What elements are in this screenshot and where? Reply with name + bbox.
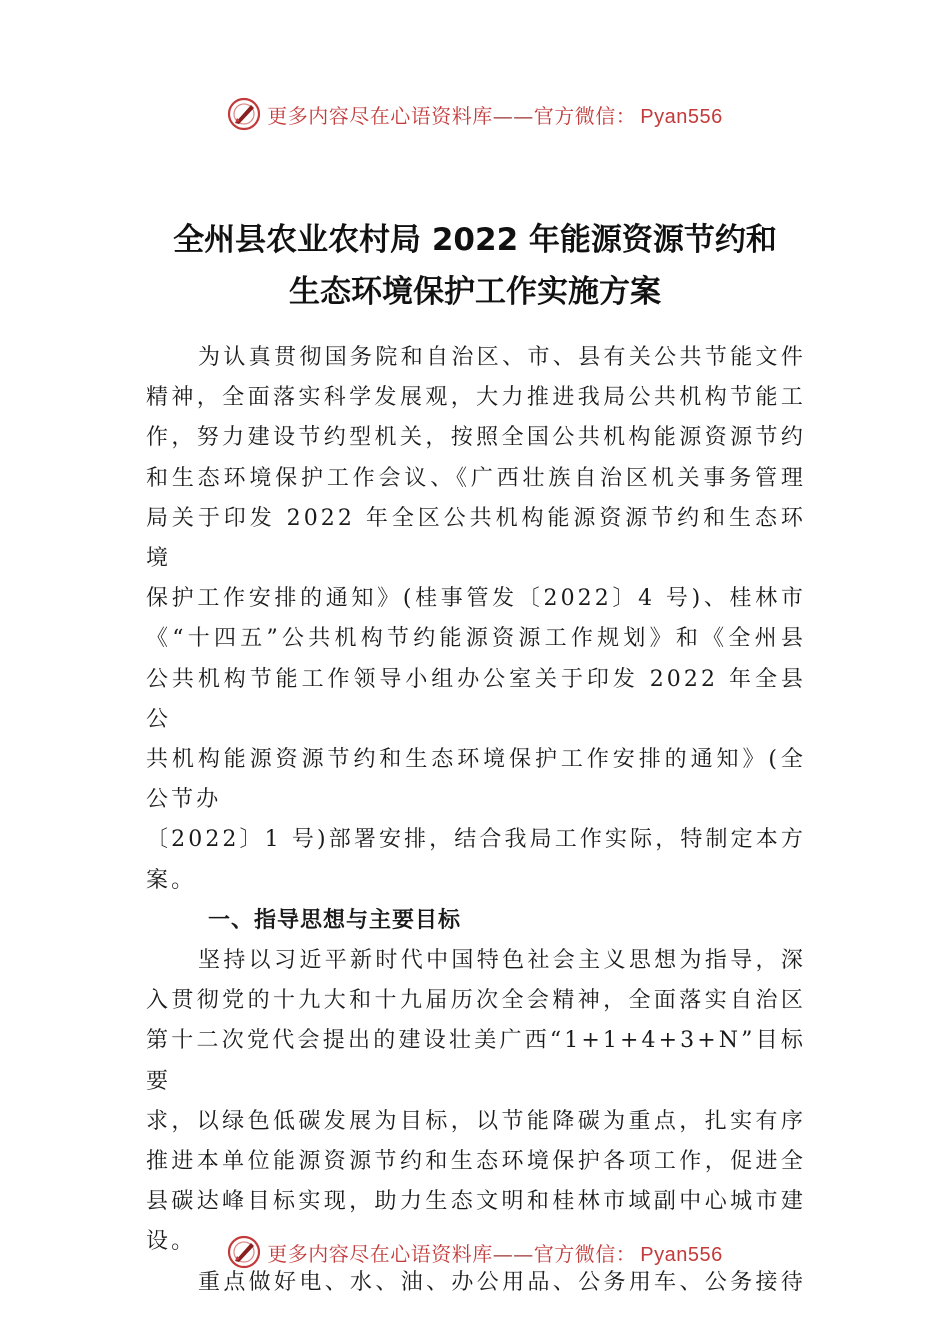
watermark-text: 更多内容尽在心语资料库——官方微信： Pyan556 (267, 103, 723, 128)
section-line: 入贯彻党的十九大和十九届历次全会精神，全面落实自治区 (146, 988, 806, 1014)
intro-line: 精神，全面落实科学发展观，大力推进我局公共机构节能工 (146, 385, 806, 411)
intro-line: 〔2022〕1 号)部署安排，结合我局工作实际，特制定本方案。 (146, 827, 806, 893)
quill-logo-icon (227, 97, 261, 131)
intro-line: 共机构能源资源节约和生态环境保护工作安排的通知》(全 (146, 747, 806, 773)
intro-line: 局关于印发 2022 年全区公共机构能源资源节约和生态环境 (146, 505, 806, 572)
title-line-1: 全州县农业农村局 2022 年能源资源节约和 (173, 222, 777, 258)
intro-line: 公共机构节能工作领导小组办公室关于印发 2022 年全县公 (146, 666, 806, 732)
document-title (0, 214, 950, 318)
intro-line: 《“十四五”公共机构节约能源资源工作规划》和《全州县 (146, 626, 806, 652)
title-line-2: 生态环境保护工作实施方案 (289, 274, 661, 310)
quill-logo-icon (227, 1235, 261, 1269)
intro-line: 为认真贯彻国务院和自治区、市、县有关公共节能文件 (198, 345, 806, 370)
section-line: 第十二次党代会提出的建设壮美广西“1+1+4+3+N”目标要 (146, 1028, 806, 1094)
section-line: 求，以绿色低碳发展为目标，以节能降碳为重点，扎实有序 (146, 1108, 806, 1134)
intro-line: 公节办 (146, 787, 222, 813)
intro-line: 保护工作安排的通知》(桂事管发〔2022〕4 号)、桂林市 (146, 586, 806, 612)
header-watermark (0, 94, 950, 134)
footer-watermark (0, 1232, 950, 1272)
watermark-text: 更多内容尽在心语资料库——官方微信： Pyan556 (267, 1241, 723, 1266)
intro-line: 和生态环境保护工作会议、《广西壮族自治区机关事务管理 (146, 465, 806, 491)
section-line: 坚持以习近平新时代中国特色社会主义思想为指导，深 (198, 948, 806, 974)
section-line: 县碳达峰目标实现，助力生态文明和桂林市域副中心城市建 (146, 1189, 806, 1215)
document-body (146, 338, 806, 1303)
section-line: 推进本单位能源资源节约和生态环境保护各项工作，促进全 (146, 1149, 806, 1175)
section-line: 重点做好电、水、油、办公用品、公务用车、公务接待 (198, 1269, 806, 1295)
section-line: 设。 (146, 1229, 197, 1255)
section-heading: 一、指导思想与主要目标 (208, 907, 462, 933)
intro-line: 作，努力建设节约型机关，按照全国公共机构能源资源节约 (146, 425, 806, 451)
